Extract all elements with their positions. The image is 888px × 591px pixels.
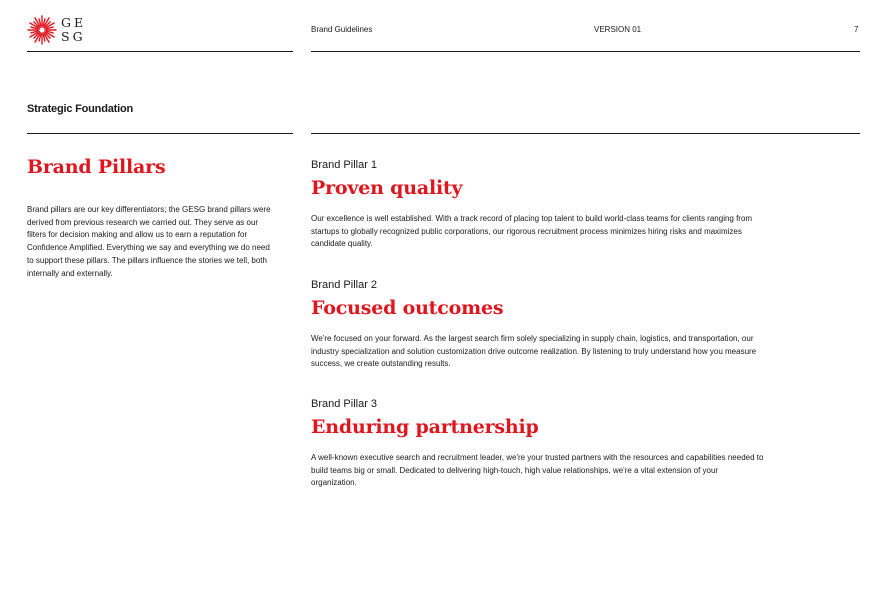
header-divider-left bbox=[27, 51, 293, 52]
brand-pillar-2 bbox=[311, 279, 771, 371]
section-label: Strategic Foundation bbox=[27, 103, 134, 115]
brand-pillar-1 bbox=[311, 159, 771, 251]
page-number: 7 bbox=[854, 25, 859, 34]
starburst-icon bbox=[27, 15, 57, 45]
logo-wordmark bbox=[61, 16, 86, 43]
section-divider-left bbox=[27, 133, 293, 134]
section-divider-right bbox=[311, 133, 860, 134]
logo bbox=[27, 15, 97, 45]
logo-line-1: GE bbox=[61, 15, 87, 30]
pillar-label: Brand Pillar 3 bbox=[311, 398, 378, 410]
pillar-label: Brand Pillar 1 bbox=[311, 159, 378, 171]
logo-line-2: SG bbox=[61, 28, 86, 44]
pillar-label: Brand Pillar 2 bbox=[311, 279, 378, 291]
page-title: Brand Pillars bbox=[27, 156, 166, 178]
pillar-heading: Focused outcomes bbox=[311, 297, 504, 319]
pillar-body: Our excellence is well established. With a track record of placing top talent to build world-class teams for clients ranging from startups to globally recognized public corporations, our rigorous recruitment process minimizes hiring risks and maximizes candidate quality. bbox=[311, 214, 753, 248]
document-title: Brand Guidelines bbox=[311, 25, 373, 34]
header-divider-right bbox=[311, 51, 860, 52]
intro-paragraph: Brand pillars are our key differentiators; the GESG brand pillars were derived from previous research we carried out. They serve as our filters for decision making and allow us to earn a reputation for Confidence Amplified. Everything we say and everything we do need to support these pillars. The pillars influence the stories we tell, both internally and externally. bbox=[27, 205, 271, 278]
pillar-body: A well-known executive search and recruitment leader, we're your trusted partners with the resources and capabilities needed to build teams big or small. Dedicated to delivering high-touch, high value relationships, we're a vital extension of your organization. bbox=[311, 453, 764, 487]
pillar-heading: Proven quality bbox=[311, 177, 463, 199]
version-label: VERSION 01 bbox=[594, 25, 642, 34]
pillar-body: We're focused on your forward. As the largest search firm solely specializing in supply chain, logistics, and transportation, our industry specialization and solution customization drive outcome realization. By listening to truly understand how you measure success, we create outstanding results. bbox=[311, 334, 757, 368]
brand-pillar-3 bbox=[311, 398, 771, 490]
pillar-heading: Enduring partnership bbox=[311, 416, 539, 438]
